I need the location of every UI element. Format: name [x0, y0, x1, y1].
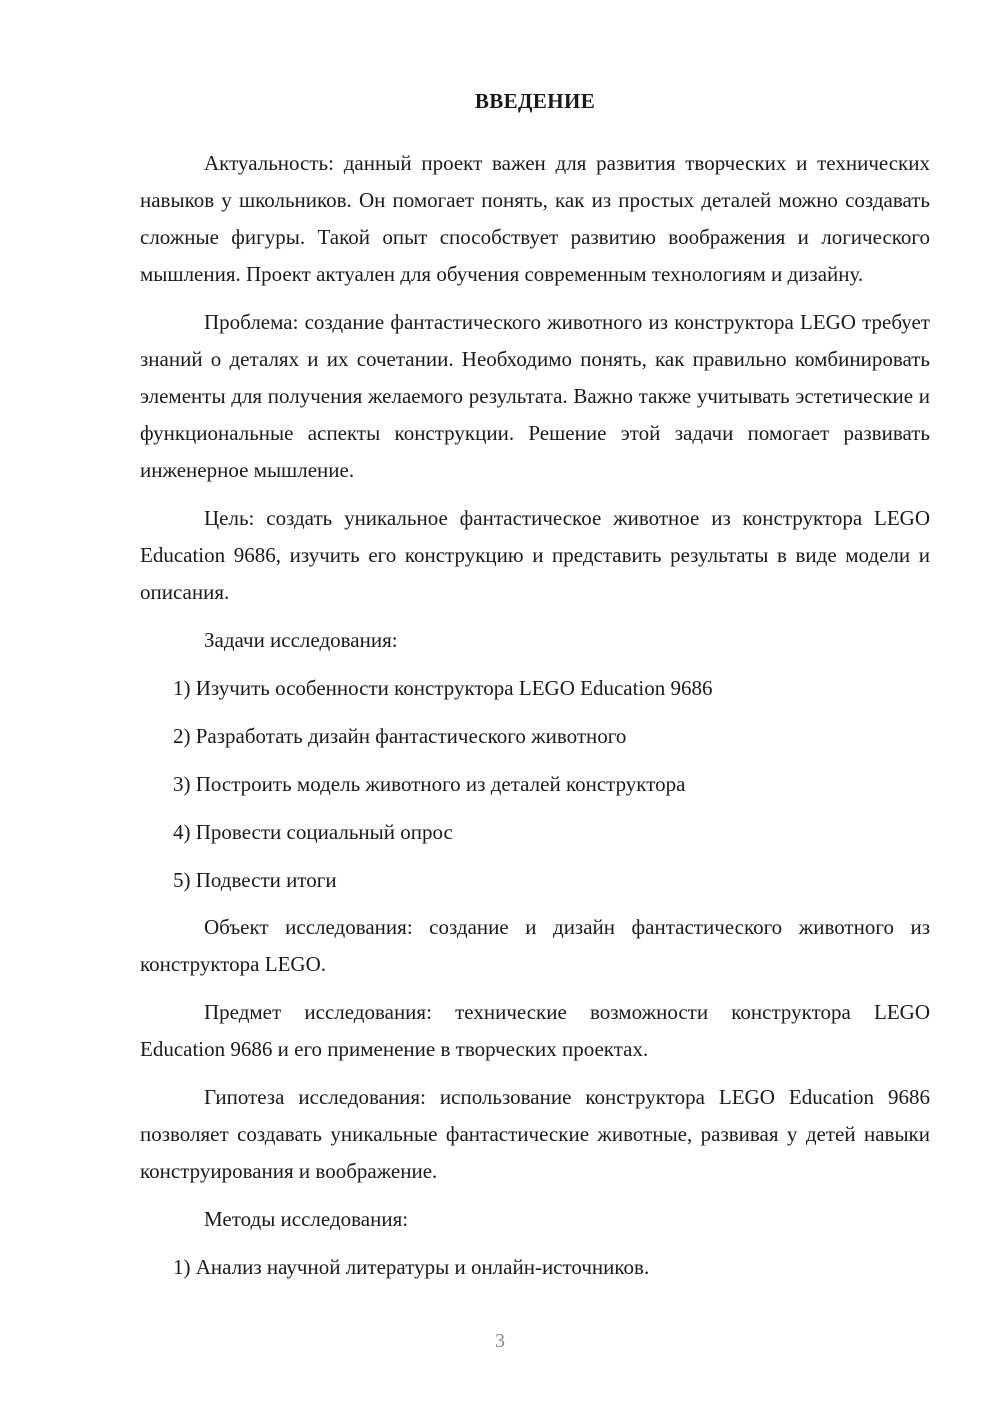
list-item: 1) Изучить особенности конструктора LEGO Education 9686: [173, 676, 713, 701]
page-number: 3: [495, 1330, 505, 1352]
spacer: [140, 899, 930, 909]
tasks-list: [140, 670, 930, 899]
list-item: 3) Построить модель животного из деталей конструктора: [173, 772, 686, 797]
page-title: ВВЕДЕНИЕ: [474, 89, 596, 113]
paragraph-problem: Проблема: создание фантастического животного из конструктора LEGO требует знаний о деталях и их сочетании. Необходимо понять, как правильно комбинировать элементы для получения желаемого результата. Важно также учитывать эстетические и функциональные аспекты конструкции. Решение этой задачи помогает развивать инженерное мышление.: [140, 310, 930, 483]
tasks-heading: Задачи исследования:: [204, 628, 398, 653]
methods-heading: Методы исследования:: [204, 1207, 409, 1232]
paragraph-goal: Цель: создать уникальное фантастическое животное из конструктора LEGO Education 9686, изучить его конструкцию и представить результаты в виде модели и описания.: [140, 506, 930, 605]
methods-list: [140, 1249, 930, 1286]
paragraph-subject: Предмет исследования: технические возможности конструктора LEGO Education 9686 и его применение в творческих проектах.: [140, 1000, 930, 1062]
list-item: 1) Анализ научной литературы и онлайн-источников.: [173, 1255, 650, 1280]
paragraph-hypothesis: Гипотеза исследования: использование конструктора LEGO Education 9686 позволяет создавать уникальные фантастические животные, развивая у детей навыки конструирования и воображение.: [140, 1085, 930, 1184]
paragraph-relevance: Актуальность: данный проект важен для развития творческих и технических навыков у школьников. Он помогает понять, как из простых деталей можно создавать сложные фигуры. Такой опыт способствует развитию воображения и логического мышления. Проект актуален для обучения современным технологиям и дизайну.: [140, 151, 930, 287]
list-item: 5) Подвести итоги: [173, 868, 337, 893]
document-body: [140, 88, 930, 1286]
list-item: 4) Провести социальный опрос: [173, 820, 453, 845]
paragraph-object: Объект исследования: создание и дизайн фантастического животного из конструктора LEGO.: [140, 915, 930, 977]
list-item: 2) Разработать дизайн фантастического животного: [173, 724, 627, 749]
